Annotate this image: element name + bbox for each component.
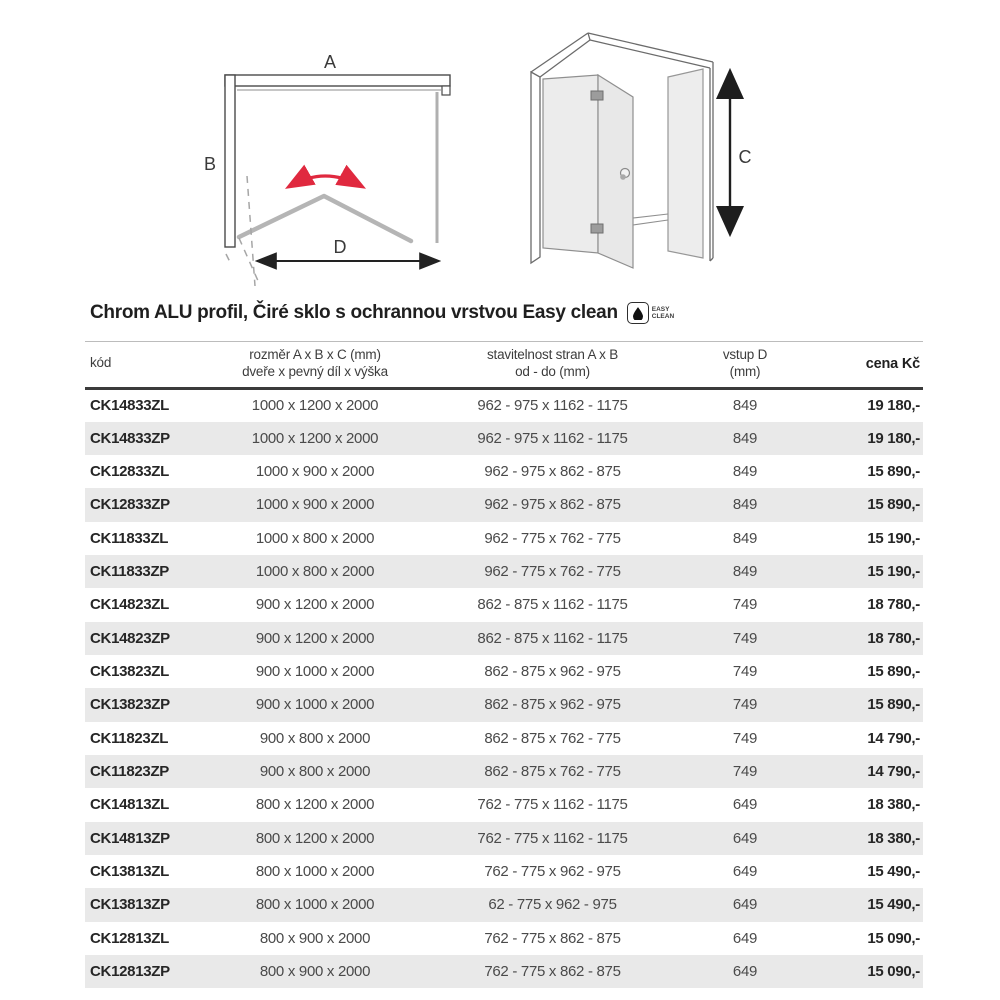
cell-entry: 649 <box>732 863 758 880</box>
cell-entry: 649 <box>732 962 758 980</box>
hinge-bottom-icon <box>591 224 603 233</box>
cell-size: 1000 x 1200 x 2000 <box>251 397 379 415</box>
cell-code: CK11833ZL <box>90 529 169 547</box>
cell-price: 19 180,- <box>867 429 920 447</box>
table-row <box>85 655 923 688</box>
cell-size: 900 x 800 x 2000 <box>259 729 371 747</box>
table-row <box>85 455 923 488</box>
col-header-adjust: stavitelnost stran A x B od - do (mm) <box>400 342 705 389</box>
cell-entry: 849 <box>732 429 758 447</box>
cell-entry: 849 <box>732 397 758 415</box>
cell-size: 900 x 1000 x 2000 <box>255 696 375 714</box>
cell-entry: 849 <box>732 463 758 481</box>
cell-code: CK14833ZL <box>90 397 170 415</box>
persp-fixed-glass-panel <box>668 69 703 258</box>
cell-price: 18 380,- <box>867 796 920 814</box>
cell-adjust: 762 - 775 x 862 - 875 <box>484 962 621 980</box>
cell-adjust: 962 - 775 x 762 - 775 <box>484 529 621 547</box>
cell-adjust: 862 - 875 x 962 - 975 <box>484 696 621 714</box>
cell-price: 14 790,- <box>867 763 920 781</box>
cell-code: CK13823ZL <box>90 663 170 681</box>
cell-price: 15 890,- <box>867 496 920 514</box>
persp-right-profile <box>710 62 713 261</box>
easy-clean-drop-icon <box>627 302 649 324</box>
cell-price: 15 190,- <box>867 529 920 547</box>
cell-adjust: 762 - 775 x 1162 - 1175 <box>477 829 628 847</box>
persp-door-panel-1 <box>543 75 598 253</box>
persp-label-c: C <box>738 147 752 167</box>
cell-size: 1000 x 900 x 2000 <box>255 463 375 481</box>
cell-price: 14 790,- <box>867 729 920 747</box>
cell-size: 900 x 1200 x 2000 <box>255 629 375 647</box>
cell-adjust: 862 - 875 x 762 - 775 <box>484 729 621 747</box>
cell-adjust: 962 - 975 x 1162 - 1175 <box>477 429 628 447</box>
cell-entry: 849 <box>732 563 758 581</box>
cell-price: 18 780,- <box>867 629 920 647</box>
cell-size: 800 x 1200 x 2000 <box>255 829 375 847</box>
cell-entry: 849 <box>732 529 758 547</box>
cell-adjust: 962 - 975 x 862 - 875 <box>484 496 621 514</box>
cell-entry: 749 <box>732 696 758 714</box>
cell-price: 15 490,- <box>867 896 920 914</box>
cell-code: CK13823ZP <box>90 696 170 714</box>
table-row <box>85 622 923 655</box>
cell-adjust: 862 - 875 x 1162 - 1175 <box>477 596 628 614</box>
table-row <box>85 788 923 821</box>
table-row <box>85 388 923 421</box>
cell-size: 800 x 900 x 2000 <box>259 929 371 947</box>
cell-entry: 649 <box>732 829 758 847</box>
title-row <box>90 302 674 324</box>
cell-code: CK11823ZL <box>90 729 169 747</box>
cell-code: CK14823ZP <box>90 629 170 647</box>
cell-adjust: 762 - 775 x 862 - 875 <box>484 929 621 947</box>
table-row <box>85 722 923 755</box>
plan-label-a: A <box>323 52 337 72</box>
table-header <box>85 342 923 389</box>
cell-size: 900 x 800 x 2000 <box>259 763 371 781</box>
cell-code: CK14833ZP <box>90 429 170 447</box>
col-header-price: cena Kč <box>785 342 923 389</box>
cell-code: CK11833ZP <box>90 563 170 581</box>
cell-size: 1000 x 900 x 2000 <box>255 496 375 514</box>
table-row <box>85 755 923 788</box>
cell-entry: 849 <box>732 496 758 514</box>
cell-size: 1000 x 800 x 2000 <box>255 529 375 547</box>
cell-size: 1000 x 800 x 2000 <box>255 563 375 581</box>
cell-code: CK13813ZP <box>90 896 170 914</box>
table-row <box>85 855 923 888</box>
cell-entry: 749 <box>732 763 758 781</box>
cell-size: 900 x 1200 x 2000 <box>255 596 375 614</box>
door-knob-shadow <box>620 174 626 180</box>
cell-price: 15 190,- <box>867 563 920 581</box>
cell-entry: 649 <box>732 896 758 914</box>
persp-top-rail <box>531 33 713 77</box>
cell-adjust: 962 - 975 x 1162 - 1175 <box>477 397 628 415</box>
cell-code: CK14813ZP <box>90 829 170 847</box>
cell-size: 900 x 1000 x 2000 <box>255 663 375 681</box>
cell-code: CK12833ZP <box>90 496 170 514</box>
table-row <box>85 888 923 921</box>
table-body <box>85 388 923 988</box>
col-header-size: rozměr A x B x C (mm) dveře x pevný díl x výška <box>230 342 400 389</box>
cell-code: CK14823ZL <box>90 596 170 614</box>
table-row <box>85 822 923 855</box>
cell-code: CK12813ZP <box>90 962 170 980</box>
col-header-entry: vstup D (mm) <box>705 342 785 389</box>
cell-adjust: 962 - 975 x 862 - 875 <box>484 463 621 481</box>
cell-entry: 749 <box>732 629 758 647</box>
table-row <box>85 555 923 588</box>
plan-folding-door <box>239 196 411 241</box>
cell-price: 19 180,- <box>867 397 920 415</box>
cell-code: CK12833ZL <box>90 463 170 481</box>
persp-doorway-bottom-rail <box>633 214 668 225</box>
cell-price: 15 890,- <box>867 663 920 681</box>
cell-price: 15 490,- <box>867 863 920 880</box>
plan-left-wall <box>225 75 235 247</box>
hinge-top-icon <box>591 91 603 100</box>
cell-adjust: 762 - 775 x 1162 - 1175 <box>477 796 628 814</box>
swing-arrow-icon <box>290 176 361 186</box>
table-row <box>85 488 923 521</box>
cell-price: 15 890,- <box>867 696 920 714</box>
cell-adjust: 862 - 875 x 962 - 975 <box>484 663 621 681</box>
cell-size: 800 x 1000 x 2000 <box>255 863 375 880</box>
table-row <box>85 922 923 955</box>
persp-left-wall-profile <box>531 72 540 263</box>
cell-code: CK13813ZL <box>90 863 170 880</box>
table-row <box>85 522 923 555</box>
cell-code: CK14813ZL <box>90 796 170 814</box>
cell-entry: 649 <box>732 929 758 947</box>
plan-diagram <box>180 30 470 290</box>
cell-adjust: 762 - 775 x 962 - 975 <box>484 863 621 880</box>
plan-label-d: D <box>333 237 347 257</box>
cell-size: 800 x 900 x 2000 <box>259 962 371 980</box>
easy-clean-badge <box>627 302 674 324</box>
table-row <box>85 588 923 621</box>
plan-label-b: B <box>203 154 217 174</box>
table-row <box>85 422 923 455</box>
cell-size: 800 x 1000 x 2000 <box>255 896 375 914</box>
cell-price: 18 380,- <box>867 829 920 847</box>
cell-entry: 749 <box>732 596 758 614</box>
cell-price: 15 090,- <box>867 962 920 980</box>
cell-size: 800 x 1200 x 2000 <box>255 796 375 814</box>
table-row <box>85 955 923 988</box>
cell-adjust: 962 - 775 x 762 - 775 <box>484 563 621 581</box>
plan-top-wall <box>225 75 450 86</box>
col-header-code: kód <box>85 342 230 389</box>
product-title: Chrom ALU profil, Čiré sklo s ochrannou vrstvou Easy clean <box>90 302 618 323</box>
cell-size: 1000 x 1200 x 2000 <box>251 429 379 447</box>
cell-entry: 649 <box>732 796 758 814</box>
cell-price: 15 090,- <box>867 929 920 947</box>
table-row <box>85 688 923 721</box>
cell-adjust: 862 - 875 x 1162 - 1175 <box>477 629 628 647</box>
perspective-diagram <box>505 15 775 305</box>
cell-entry: 749 <box>732 729 758 747</box>
cell-price: 18 780,- <box>867 596 920 614</box>
cell-adjust: 862 - 875 x 762 - 775 <box>484 763 621 781</box>
cell-entry: 749 <box>732 663 758 681</box>
spec-table <box>85 341 923 988</box>
cell-adjust: 62 - 775 x 962 - 975 <box>488 896 617 914</box>
cell-code: CK12813ZL <box>90 929 170 947</box>
plan-top-wall-end-cap <box>442 86 450 95</box>
cell-code: CK11823ZP <box>90 763 170 781</box>
easy-clean-label: EASY CLEAN <box>651 305 675 320</box>
cell-price: 15 890,- <box>867 463 920 481</box>
